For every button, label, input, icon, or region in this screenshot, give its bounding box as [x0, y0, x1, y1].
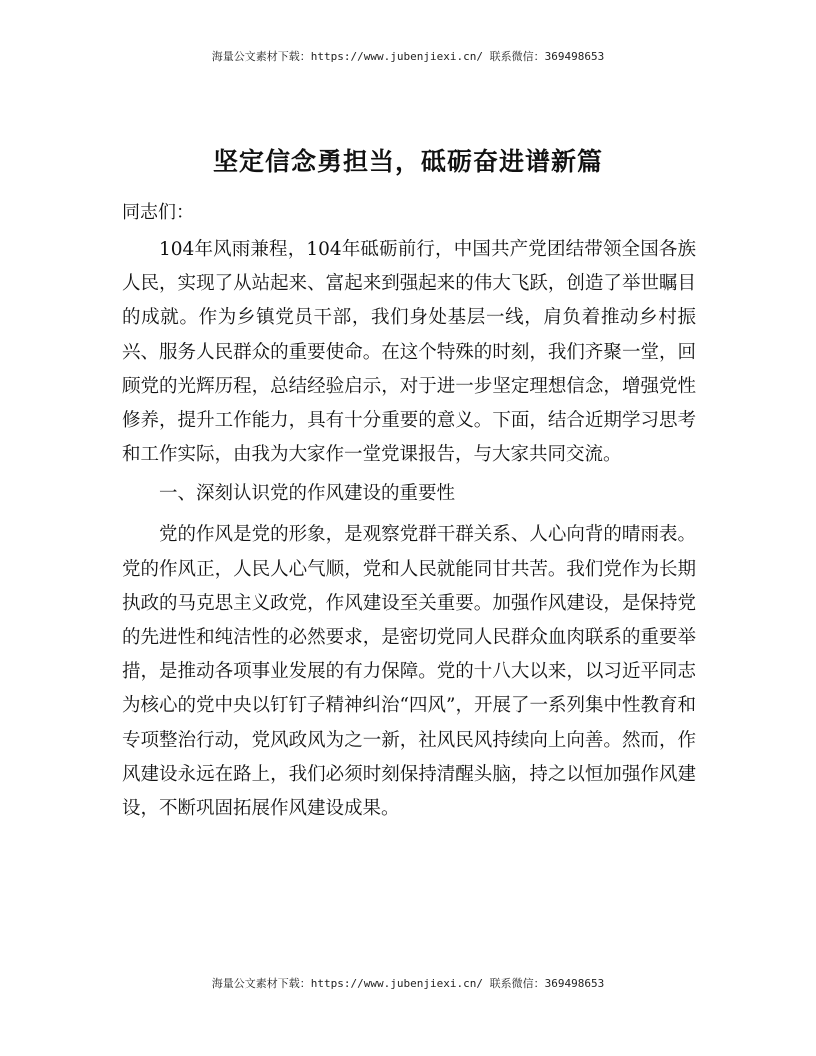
- document-body: [122, 196, 696, 831]
- section-heading: 一、深刻认识党的作风建设的重要性: [159, 483, 456, 505]
- document-title: 坚定信念勇担当，砥砺奋进谱新篇: [212, 147, 603, 176]
- page-footer-note: 海量公文素材下载：https://www.jubenjiexi.cn/ 联系微信：369498653: [211, 977, 605, 990]
- section-paragraph: 党的作风是党的形象，是观察党群干群关系、人心向背的晴雨表。党的作风正，人民人心气顺，党和人民就能同甘共苦。我们党作为长期执政的马克思主义政党，作风建设至关重要。加强作风建设，是保持党的先进性和纯洁性的必然要求，是密切党同人民群众血肉联系的重要举措，是推动各项事业发展的有力保障。党的十八大以来，以习近平同志为核心的党中央以钉钉子精神纠治“四风”，开展了一系列集中性教育和专项整治行动，党风政风为之一新，社风民风持续向上向善。然而，作风建设永远在路上，我们必须时刻保持清醒头脑，持之以恒加强作风建设，不断巩固拓展作风建设成果。: [122, 524, 696, 820]
- page-header-note: 海量公文素材下载：https://www.jubenjiexi.cn/ 联系微信：369498653: [211, 50, 605, 63]
- intro-paragraph: 104年风雨兼程，104年砥砺前行，中国共产党团结带领全国各族人民，实现了从站起来、富起来到强起来的伟大飞跃，创造了举世瞩目的成就。作为乡镇党员干部，我们身处基层一线，肩负着推动乡村振兴、服务人民群众的重要使命。在这个特殊的时刻，我们齐聚一堂，回顾党的光辉历程，总结经验启示，对于进一步坚定理想信念，增强党性修养，提升工作能力，具有十分重要的意义。下面，结合近期学习思考和工作实际，由我为大家作一堂党课报告，与大家共同交流。: [122, 239, 696, 466]
- salutation: 同志们：: [122, 202, 194, 223]
